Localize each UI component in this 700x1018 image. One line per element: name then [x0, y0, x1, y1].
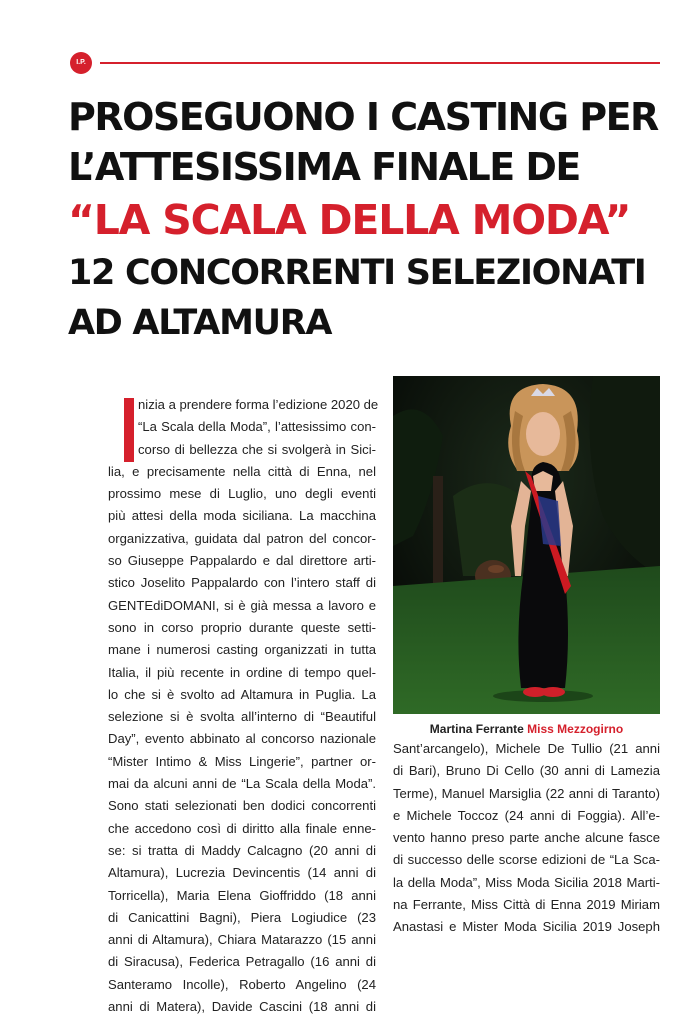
- body-right-line: na Ferrante, Miss Città di Enna 2019 Miriam: [393, 897, 660, 913]
- top-bar: [70, 52, 660, 74]
- body-left-line: di Siracusa), Federica Petragallo (16 anni di: [108, 954, 376, 970]
- body-left-line: Torricella), Maria Elena Gioffriddo (18 anni: [108, 887, 376, 903]
- body-left-line: anni di Matera), Davide Cascini (18 anni di: [108, 999, 376, 1015]
- body-left-line: sono in corso proprio durante queste setti-: [108, 619, 376, 635]
- body-right-line: Terme), Manuel Marsiglia (22 anni di Taranto): [393, 785, 660, 801]
- body-left-line: nizia a prendere forma l’edizione 2020 de: [138, 397, 379, 412]
- body-left-line: lo che si è svolto ad Altamura in Puglia. La: [108, 686, 376, 702]
- body-left-line: mane i numerosi casting organizzati in tutta: [108, 642, 376, 658]
- body-left-line: di Canicattini Bagni), Piera Logiudice (23: [108, 909, 376, 925]
- body-right-line: vento hanno preso parte anche alcune fasce: [393, 830, 660, 846]
- body-left-line: “Mister Intimo & Miss Lingerie”, partner or-: [108, 753, 376, 769]
- body-left-line: Italia, il più recente in ordine di tempo quel-: [108, 664, 376, 680]
- headline-line-1: PROSEGUONO I CASTING PER: [68, 95, 658, 139]
- subheadline-line-2: AD ALTAMURA: [68, 303, 332, 343]
- body-left-line: stico Joselito Pappalardo con l’intero staff di: [108, 575, 376, 591]
- body-left-line: corso di bellezza che si svolgerà in Sici-: [138, 441, 376, 457]
- body-left-line: organizzativa, guidata dal patron del concor-: [108, 530, 376, 546]
- body-left-line: prossimo mese di Luglio, uno degli eventi: [108, 486, 376, 502]
- body-left-line: GENTEdiDOMANI, si è già messa a lavoro e: [108, 597, 376, 613]
- article-body-right: [393, 738, 660, 939]
- subheadline-line-1: 12 CONCORRENTI SELEZIONATI: [68, 253, 646, 293]
- body-left-line: Santeramo Incolle), Roberto Angelino (24: [108, 976, 376, 992]
- body-left-line: anni di Altamura), Chiara Matarazzo (15 anni: [108, 932, 376, 948]
- body-right-line: la della Moda”, Miss Moda Sicilia 2018 Marti-: [393, 874, 660, 890]
- photo-caption: [393, 722, 660, 736]
- body-left-line: Altamura), Lucrezia Devincentis (14 anni di: [108, 865, 376, 881]
- top-rule: [100, 62, 660, 64]
- caption-title: Miss Mezzogirno: [527, 722, 624, 736]
- body-left-line: so Giuseppe Pappalardo e dal direttore arti-: [108, 553, 376, 569]
- photo-illustration: [393, 376, 660, 714]
- ip-badge: I.P.: [70, 52, 92, 74]
- body-left-line: che accedono così di diritto alla finale enne-: [108, 820, 376, 836]
- body-left-line: mai da alcuni anni de “La Scala della Moda”.: [108, 776, 376, 792]
- body-left-line: selezione si è svolta all’interno di “Beautiful: [108, 709, 376, 725]
- body-left-line: Sono stati selezionati ben dodici concorrenti: [108, 798, 376, 814]
- body-left-line: più attesi della moda siciliana. La macchina: [108, 508, 376, 524]
- headline: [68, 92, 668, 348]
- headline-line-2: L’ATTESISSIMA FINALE DE: [68, 145, 580, 189]
- body-left-line: Day”, evento abbinato al concorso nazionale: [108, 731, 376, 747]
- photo-martina-ferrante: [393, 376, 660, 714]
- body-left-line: se: si tratta di Maddy Calcagno (20 anni di: [108, 842, 376, 858]
- body-right-line: Anastasi e Mister Moda Sicilia 2019 Joseph: [393, 919, 660, 935]
- body-left-line: “La Scala della Moda”, l’attesissimo con-: [138, 419, 376, 435]
- body-right-line: di Bari), Bruno Di Cello (30 anni di Lamezia: [393, 763, 660, 779]
- body-left-line: lia, e precisamente nella città di Enna, nel: [108, 463, 376, 479]
- headline-line-3: “LA SCALA DELLA MODA”: [68, 196, 631, 244]
- body-right-line: di successo delle scorse edizioni de “La Sca-: [393, 852, 660, 868]
- caption-name: Martina Ferrante: [429, 722, 524, 736]
- article-body-left: [108, 394, 379, 1018]
- body-right-line: Sant’arcangelo), Michele De Tullio (21 anni: [393, 741, 660, 756]
- body-right-line: e Michele Toccoz (24 anni di Foggia). All’e-: [393, 807, 660, 823]
